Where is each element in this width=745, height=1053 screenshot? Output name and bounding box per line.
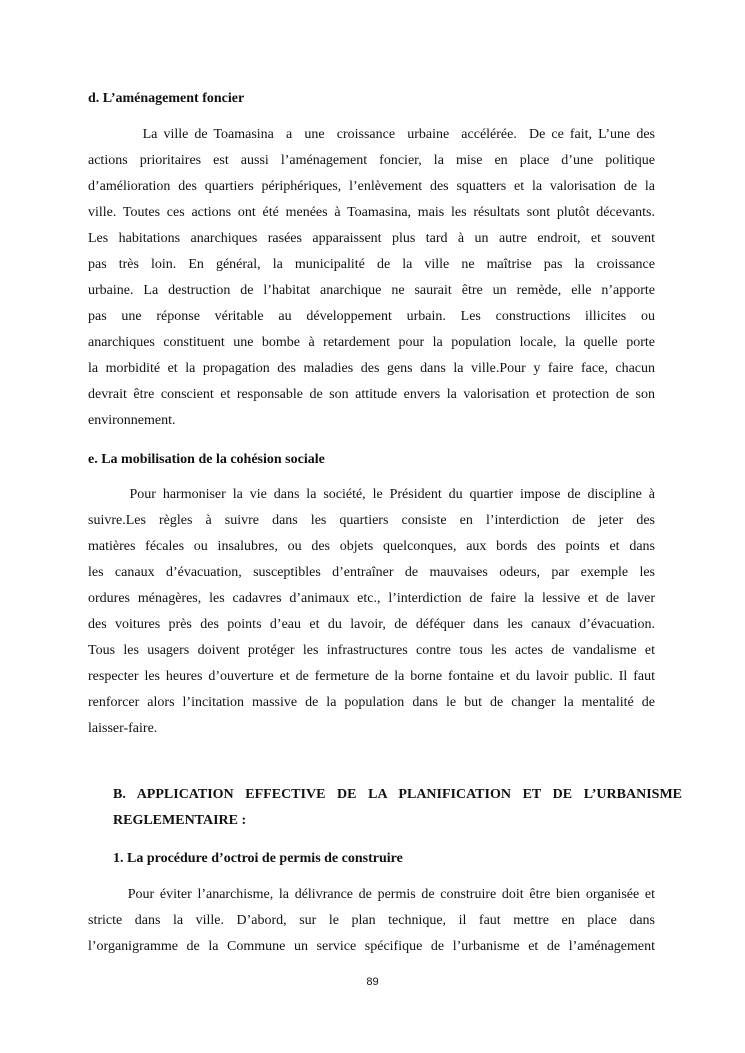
paragraph-line: urbaine. La destruction de l’habitat anarchique ne saurait être un remède, elle n’apporte [88, 283, 655, 298]
paragraph-line: suivre.Les règles à suivre dans les quartiers consiste en l’interdiction de jeter des [88, 513, 655, 528]
section-e-paragraph [88, 482, 655, 742]
paragraph-line: pas très loin. En général, la municipalité de la ville ne maîtrise pas la croissance [88, 257, 655, 272]
paragraph-line: des voitures près des points d’eau et du lavoir, de déféquer dans les canaux d’évacuation. [88, 617, 655, 632]
paragraph-line: les canaux d’évacuation, susceptibles d’entraîner de mauvaises odeurs, par exemple les [88, 565, 655, 580]
paragraph-line: pas une réponse véritable au développement urbain. Les constructions illicites ou [88, 309, 655, 324]
section-e-heading: e. La mobilisation de la cohésion sociale [88, 452, 325, 467]
section-1-paragraph [88, 882, 655, 960]
paragraph-line: La ville de Toamasina a une croissance urbaine accélérée. De ce fait, L’une des [88, 127, 655, 142]
paragraph-line: environnement. [88, 413, 176, 428]
section-b-heading-line-2: REGLEMENTAIRE : [113, 813, 247, 828]
paragraph-line: actions prioritaires est aussi l’aménagement foncier, la mise en place d’une politique [88, 153, 655, 168]
paragraph-line: anarchiques constituent une bombe à retardement pour la population locale, la quelle porte [88, 335, 655, 350]
paragraph-line: Pour éviter l’anarchisme, la délivrance de permis de construire doit être bien organisée et [88, 887, 655, 902]
paragraph-line: Les habitations anarchiques rasées apparaissent plus tard à un autre endroit, et souvent [88, 231, 655, 246]
paragraph-line: laisser-faire. [88, 721, 158, 736]
paragraph-line: ordures ménagères, les cadavres d’animaux etc., l’interdiction de faire la lessive et de laver [88, 591, 655, 606]
section-d-heading: d. L’aménagement foncier [88, 91, 245, 106]
paragraph-line: matières fécales ou insalubres, ou des objets quelconques, aux bords des points et dans [88, 539, 655, 554]
paragraph-line: respecter les heures d’ouverture et de fermeture de la borne fontaine et du lavoir public. Il faut [88, 669, 655, 684]
paragraph-line: devrait être conscient et responsable de son attitude envers la valorisation et protection de son [88, 387, 655, 402]
paragraph-line: l’organigramme de la Commune un service spécifique de l’urbanisme et de l’aménagement [88, 939, 655, 954]
paragraph-line: d’amélioration des quartiers périphériques, l’enlèvement des squatters et la valorisation de la [88, 179, 655, 194]
section-1-heading: 1. La procédure d’octroi de permis de construire [113, 851, 403, 866]
paragraph-line: Tous les usagers doivent protéger les infrastructures contre tous les actes de vandalisme et [88, 643, 655, 658]
paragraph-line: renforcer alors l’incitation massive de la population dans le but de changer la mentalité de [88, 695, 655, 710]
section-d-paragraph [88, 122, 655, 434]
page-number: 89 [366, 976, 379, 988]
paragraph-line: ville. Toutes ces actions ont été menées à Toamasina, mais les résultats sont plutôt décevants. [88, 205, 655, 220]
section-b-heading-line-1: B. APPLICATION EFFECTIVE DE LA PLANIFICATION ET DE L’URBANISME [113, 787, 682, 802]
paragraph-line: Pour harmoniser la vie dans la société, le Président du quartier impose de discipline à [88, 487, 655, 502]
paragraph-line: la morbidité et la propagation des maladies des gens dans la ville.Pour y faire face, chacun [88, 361, 655, 376]
paragraph-line: stricte dans la ville. D’abord, sur le plan technique, il faut mettre en place dans [88, 913, 655, 928]
